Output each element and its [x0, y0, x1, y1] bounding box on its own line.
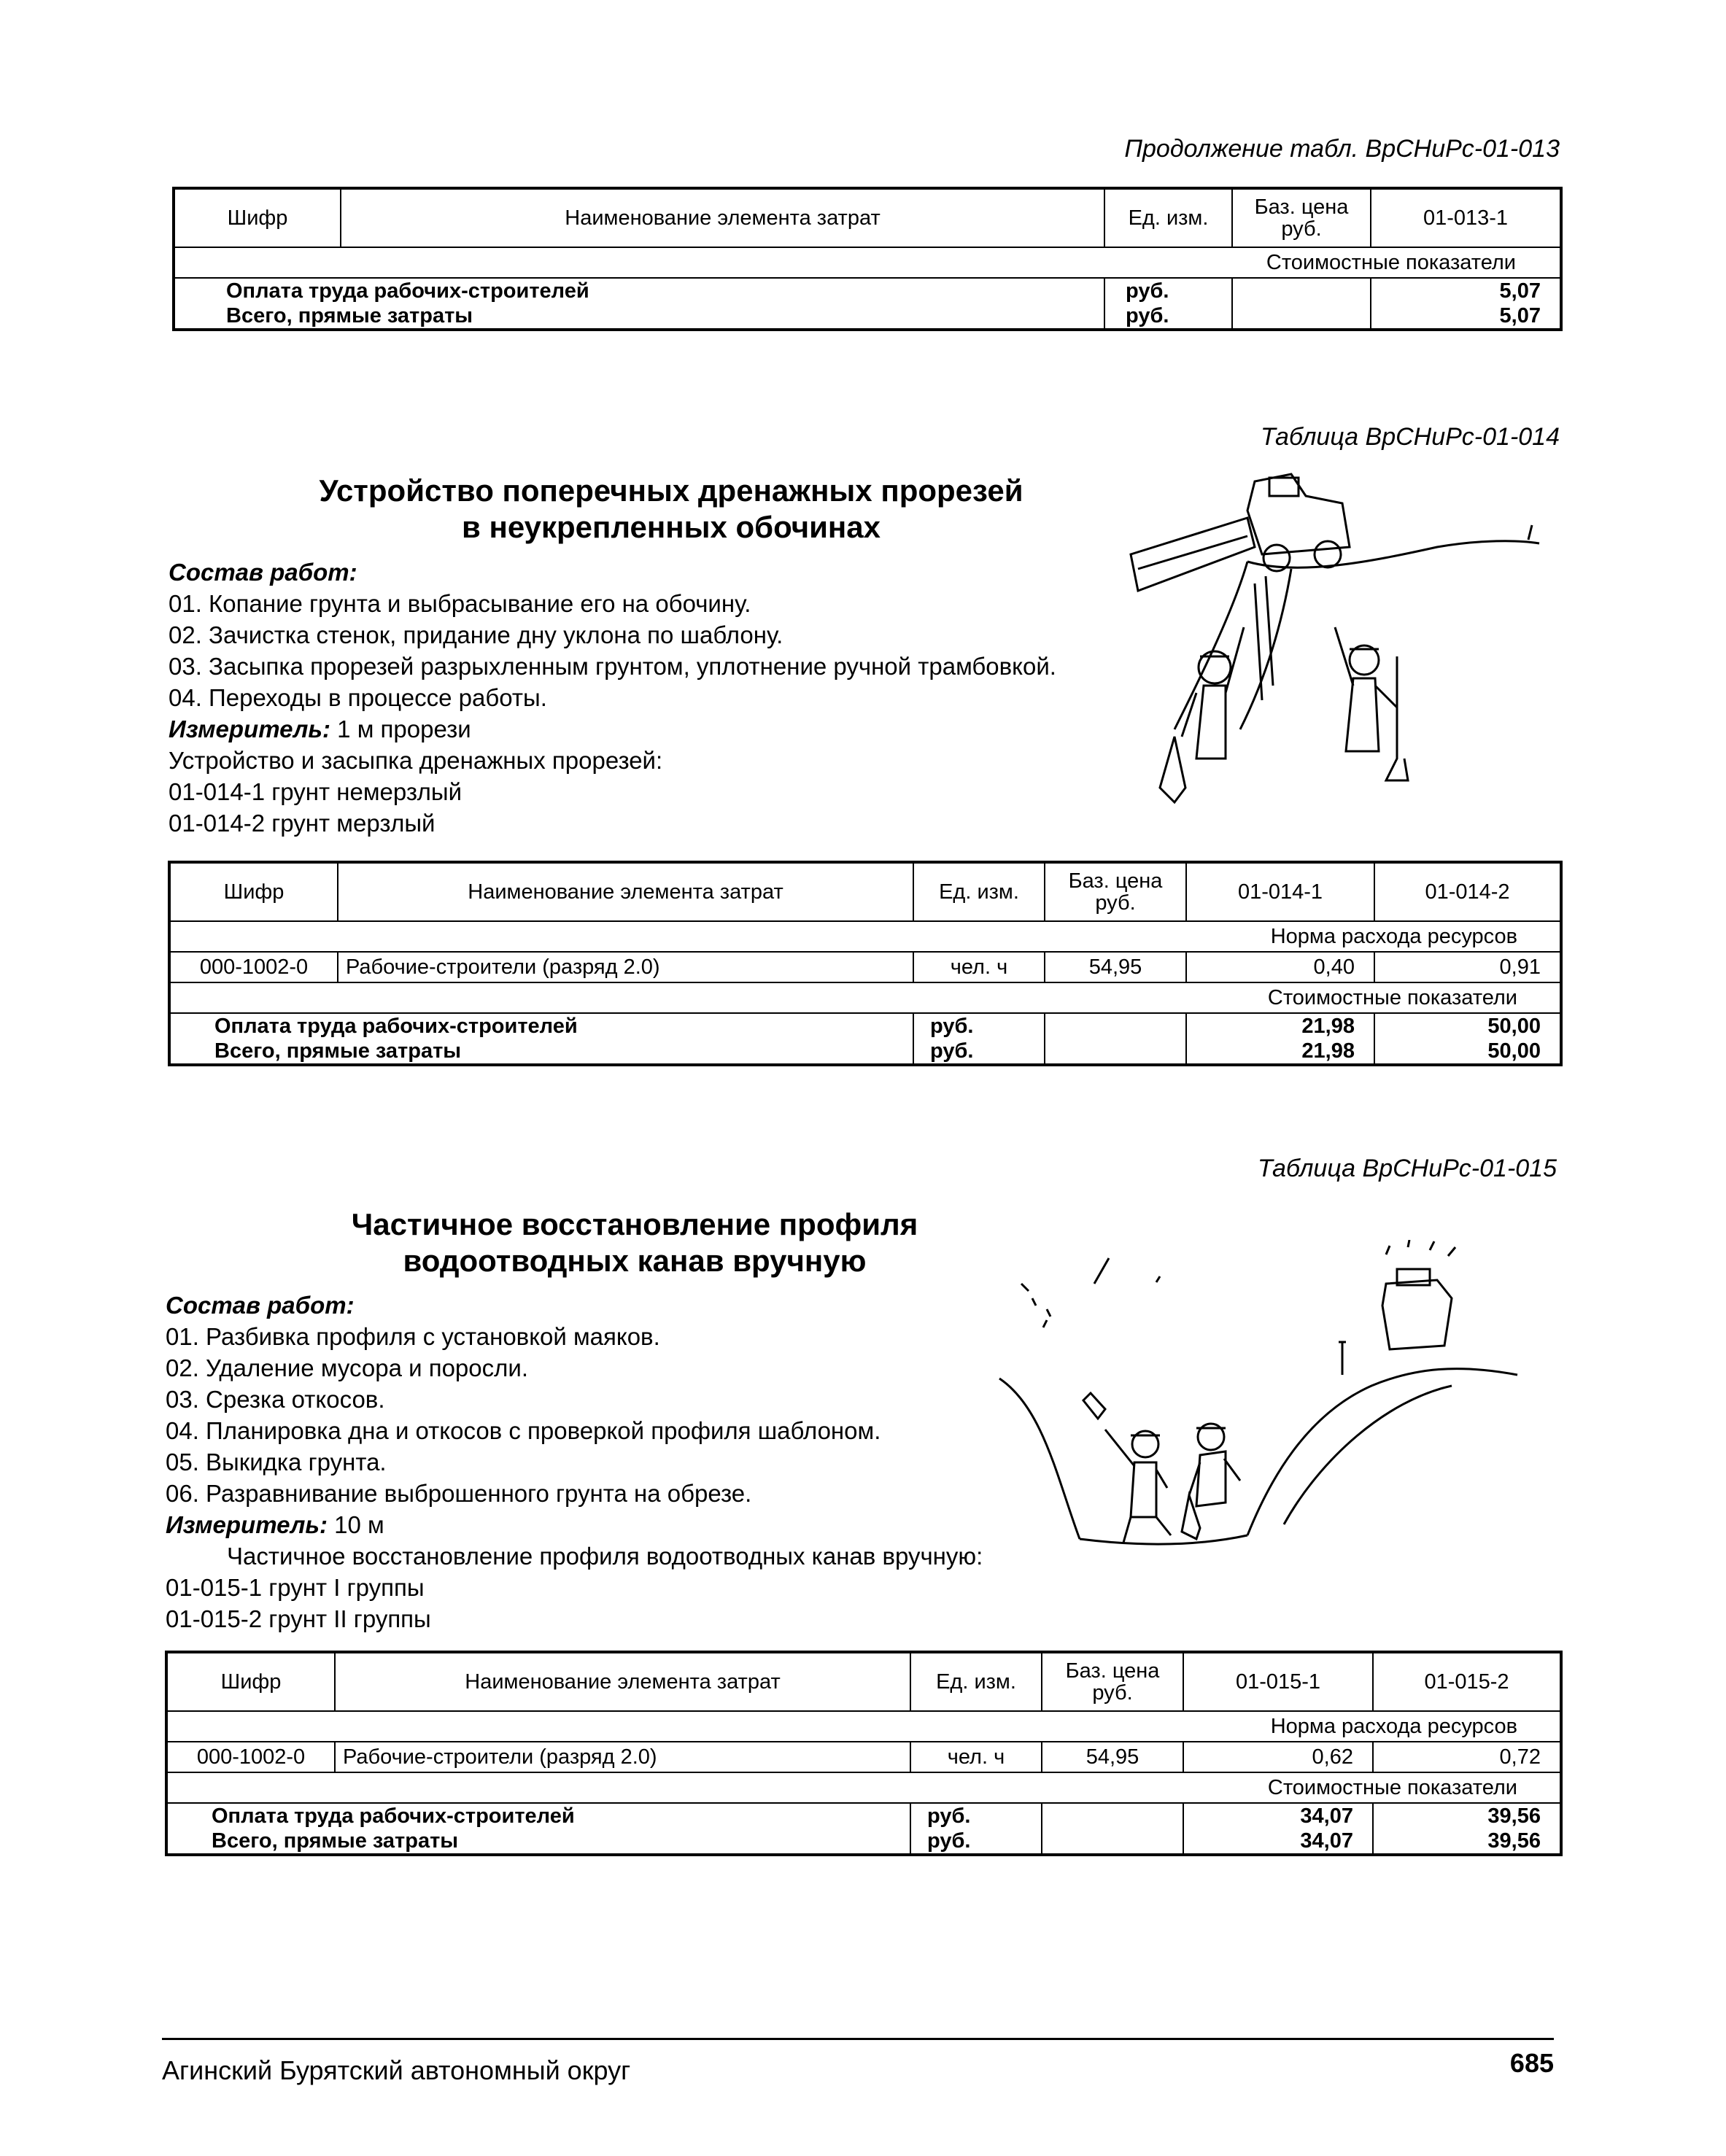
list-item: 04. Планировка дна и откосов с проверкой профиля шаблоном. [166, 1417, 881, 1444]
header-v2: 01-014-2 [1374, 862, 1561, 921]
variant-item: 01-014-2 грунт мерзлый [169, 810, 436, 837]
header-unit: Ед. изм. [913, 862, 1045, 921]
header-name: Наименование элемента затрат [341, 188, 1104, 247]
resource-code: 000-1002-0 [166, 1742, 335, 1772]
header-v1: 01-015-1 [1183, 1652, 1373, 1711]
row-price [1042, 1803, 1183, 1829]
row-name: Всего, прямые затраты [174, 303, 1104, 330]
resource-price: 54,95 [1042, 1742, 1183, 1772]
table-header-row [166, 1652, 1561, 1711]
row-unit: руб. [913, 1039, 1045, 1065]
resource-v1: 0,40 [1186, 952, 1374, 982]
table-row [166, 1803, 1561, 1829]
ditch-workers-illustration [978, 1240, 1554, 1583]
footer-divider [162, 2038, 1554, 2040]
row-unit: руб. [910, 1829, 1042, 1855]
header-name: Наименование элемента затрат [338, 862, 913, 921]
row-v2: 39,56 [1373, 1829, 1561, 1855]
header-v2: 01-015-2 [1373, 1652, 1561, 1711]
resource-name: Рабочие-строители (разряд 2.0) [335, 1742, 910, 1772]
section-row [169, 982, 1561, 1013]
row-v1: 5,07 [1371, 303, 1561, 330]
row-price [1232, 303, 1371, 330]
list-item: 03. Срезка откосов. [166, 1386, 385, 1413]
row-v2: 50,00 [1374, 1039, 1561, 1065]
row-v1: 21,98 [1186, 1013, 1374, 1039]
section-row [166, 1772, 1561, 1803]
row-v1: 21,98 [1186, 1039, 1374, 1065]
footer-region: Агинский Бурятский автономный округ [162, 2055, 631, 2085]
table-row [169, 1013, 1561, 1039]
header-code: Шифр [169, 862, 338, 921]
row-name: Всего, прямые затраты [169, 1039, 913, 1065]
t015-work-label: Состав работ: [166, 1292, 355, 1319]
section-row [169, 921, 1561, 952]
variant-item: 01-015-1 грунт I группы [166, 1574, 425, 1601]
t015-intro: Частичное восстановление профиля водоотводных канав вручную: [227, 1543, 983, 1570]
table-row [166, 1829, 1561, 1855]
resource-row [169, 952, 1561, 982]
resource-row [166, 1742, 1561, 1772]
table-header-row [169, 862, 1561, 921]
t014-description [169, 557, 1190, 839]
list-item: 01. Разбивка профиля с установкой маяков. [166, 1323, 660, 1350]
header-price: Баз. цена руб. [1232, 188, 1371, 247]
row-unit: руб. [910, 1803, 1042, 1829]
list-item: 04. Переходы в процессе работы. [169, 684, 547, 711]
row-unit: руб. [1104, 303, 1232, 330]
t014-table [168, 861, 1563, 1066]
list-item: 06. Разравнивание выброшенного грунта на обрезе. [166, 1480, 752, 1507]
t015-table [165, 1651, 1563, 1856]
list-item: 03. Засыпка прорезей разрыхленным грунтом, уплотнение ручной трамбовкой. [169, 653, 1056, 680]
list-item: 05. Выкидка грунта. [166, 1449, 387, 1476]
header-v1: 01-014-1 [1186, 862, 1374, 921]
row-price [1042, 1829, 1183, 1855]
list-item: 02. Удаление мусора и поросли. [166, 1354, 528, 1381]
section-cost: Стоимостные показатели [169, 982, 1561, 1013]
t014-work-label: Состав работ: [169, 559, 357, 586]
t014-caption: Таблица ВрСНиРс-01-014 [1260, 423, 1560, 451]
variant-item: 01-014-1 грунт немерзлый [169, 778, 463, 805]
header-code: Шифр [174, 188, 341, 247]
row-v2: 50,00 [1374, 1013, 1561, 1039]
t014-title [168, 473, 1174, 546]
row-v1: 34,07 [1183, 1803, 1373, 1829]
section-cost: Стоимостные показатели [174, 247, 1561, 278]
section-cost: Стоимостные показатели [166, 1772, 1561, 1803]
resource-name: Рабочие-строители (разряд 2.0) [338, 952, 913, 982]
page-number: 685 [1509, 2048, 1554, 2078]
resource-v1: 0,62 [1183, 1742, 1373, 1772]
section-norm: Норма расхода ресурсов [166, 1711, 1561, 1742]
t015-title-line2: водоотводных канав вручную [403, 1244, 867, 1278]
t014-measure [169, 713, 1190, 745]
measure-label: Измеритель: [166, 1511, 328, 1538]
header-name: Наименование элемента затрат [335, 1652, 910, 1711]
header-price: Баз. цена руб. [1045, 862, 1186, 921]
row-name: Оплата труда рабочих-строителей [174, 278, 1104, 303]
header-code: Шифр [166, 1652, 335, 1711]
row-v2: 39,56 [1373, 1803, 1561, 1829]
table-header-row [174, 188, 1561, 247]
t013-table [172, 187, 1563, 331]
header-v1: 01-013-1 [1371, 188, 1561, 247]
section-row [166, 1711, 1561, 1742]
row-unit: руб. [1104, 278, 1232, 303]
row-name: Оплата труда рабочих-строителей [166, 1803, 910, 1829]
resource-unit: чел. ч [910, 1742, 1042, 1772]
measure-value: 10 м [328, 1511, 384, 1538]
resource-v2: 0,91 [1374, 952, 1561, 982]
header-unit: Ед. изм. [1104, 188, 1232, 247]
t014-title-line2: в неукрепленных обочинах [461, 510, 881, 544]
row-name: Всего, прямые затраты [166, 1829, 910, 1855]
row-name: Оплата труда рабочих-строителей [169, 1013, 913, 1039]
table-row [174, 303, 1561, 330]
resource-code: 000-1002-0 [169, 952, 338, 982]
t013-caption: Продолжение табл. ВрСНиРс-01-013 [1124, 135, 1560, 163]
t014-intro: Устройство и засыпка дренажных прорезей: [169, 747, 663, 774]
t014-title-line1: Устройство поперечных дренажных прорезей [319, 473, 1023, 508]
resource-v2: 0,72 [1373, 1742, 1561, 1772]
measure-value: 1 м прорези [330, 716, 471, 742]
list-item: 02. Зачистка стенок, придание дну уклона по шаблону. [169, 621, 783, 648]
table-row [169, 1039, 1561, 1065]
section-row [174, 247, 1561, 278]
header-unit: Ед. изм. [910, 1652, 1042, 1711]
t015-title [168, 1206, 1102, 1279]
truck-workers-illustration [1116, 467, 1568, 831]
t015-title-line1: Частичное восстановление профиля [351, 1207, 918, 1241]
table-row [174, 278, 1561, 303]
list-item: 01. Копание грунта и выбрасывание его на обочину. [169, 590, 751, 617]
row-price [1045, 1039, 1186, 1065]
row-v1: 34,07 [1183, 1829, 1373, 1855]
row-unit: руб. [913, 1013, 1045, 1039]
row-v1: 5,07 [1371, 278, 1561, 303]
measure-label: Измеритель: [169, 716, 330, 742]
t015-caption: Таблица ВрСНиРс-01-015 [1257, 1155, 1557, 1182]
resource-price: 54,95 [1045, 952, 1186, 982]
row-price [1232, 278, 1371, 303]
row-price [1045, 1013, 1186, 1039]
variant-item: 01-015-2 грунт II группы [166, 1605, 431, 1632]
header-price: Баз. цена руб. [1042, 1652, 1183, 1711]
section-norm: Норма расхода ресурсов [169, 921, 1561, 952]
resource-unit: чел. ч [913, 952, 1045, 982]
